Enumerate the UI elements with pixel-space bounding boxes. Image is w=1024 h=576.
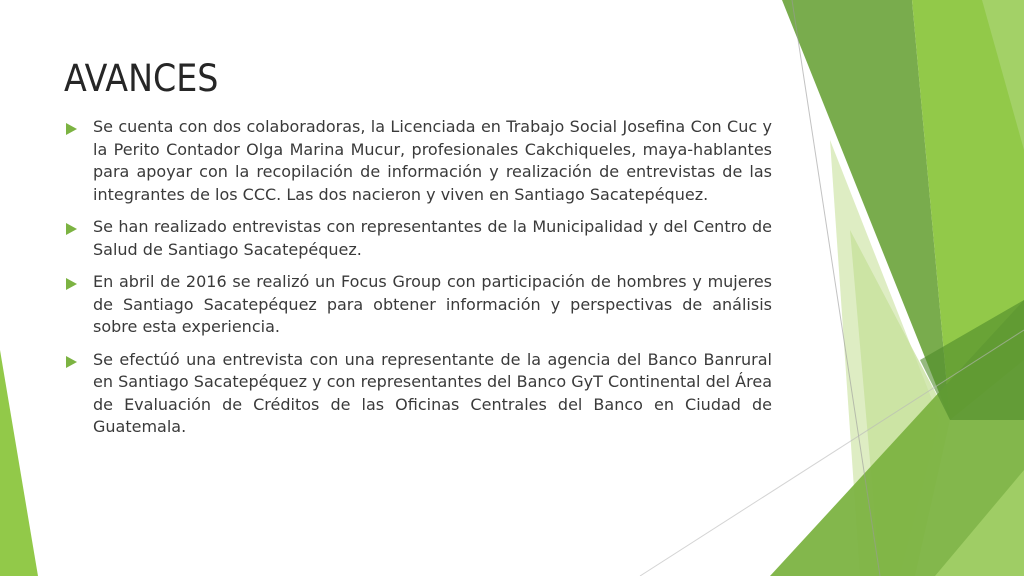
left-edge-facet [0,350,38,576]
bullet-text: En abril de 2016 se realizó un Focus Group con participación de hombres y mujeres de Santiago Sacatepéquez para obtener información y perspectivas de análisis sobre esta experiencia. [93,272,772,336]
list-item [66,116,772,206]
slide-title: AVANCES [64,57,219,100]
list-item [66,216,772,261]
list-item [66,349,772,439]
bullet-text: Se han realizado entrevistas con representantes de la Municipalidad y del Centro de Salud de Santiago Sacatepéquez. [93,217,772,259]
triangle-right-icon [66,223,77,235]
list-item [66,271,772,339]
bullet-text: Se cuenta con dos colaboradoras, la Licenciada en Trabajo Social Josefina Con Cuc y la Perito Contador Olga Marina Mucur, profesionales Cakchiqueles, maya-hablantes para apoyar con la recopilación de información y realización de entrevistas de las integrantes de los CCC. Las dos nacieron y viven en Santiago Sacatepéquez. [93,117,772,204]
triangle-right-icon [66,278,77,290]
bullet-list [66,116,772,449]
triangle-right-icon [66,123,77,135]
bullet-text: Se efectúó una entrevista con una representante de la agencia del Banco Banrural en Santiago Sacatepéquez y con representantes del Banco GyT Continental del Área de Evaluación de Créditos de las Oficinas Centrales del Banco en Ciudad de Guatemala. [93,349,772,436]
triangle-right-icon [66,356,77,368]
